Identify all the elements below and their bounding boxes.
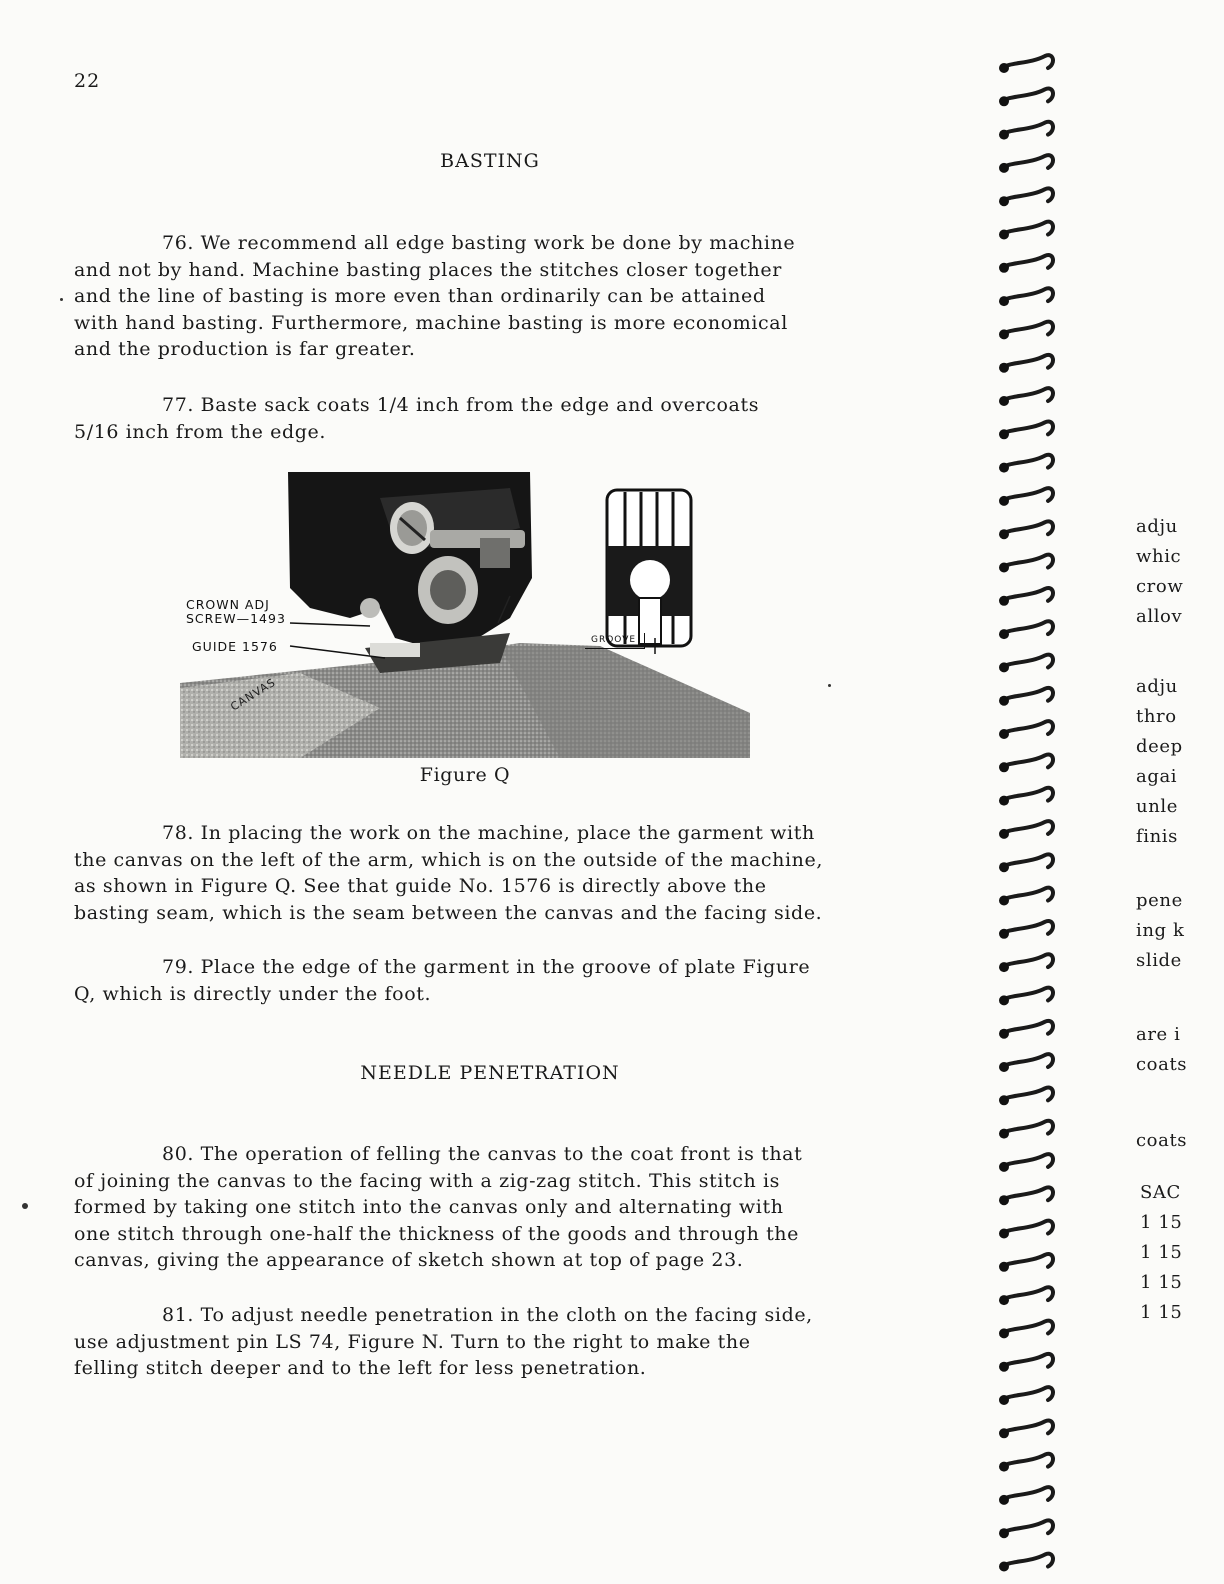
binding-coil	[999, 455, 1053, 473]
scan-speck	[22, 1203, 28, 1209]
binding-coil	[999, 1054, 1053, 1072]
binding-coil	[999, 788, 1053, 806]
label-groove	[585, 633, 645, 649]
facing-page-group-6	[1140, 1178, 1224, 1328]
binding-coil	[999, 688, 1053, 706]
binding-coil	[999, 1121, 1053, 1139]
binding-coil	[999, 854, 1053, 872]
facing-line: 1 15	[1140, 1212, 1183, 1233]
binding-coil	[999, 1154, 1053, 1172]
facing-line: agai	[1136, 766, 1178, 787]
paragraph-79	[74, 954, 934, 1007]
facing-line: allov	[1136, 606, 1183, 627]
binding-coil	[999, 655, 1053, 673]
binding-coil	[999, 588, 1053, 606]
facing-page-group-5	[1136, 1126, 1224, 1156]
facing-line: ing k	[1136, 920, 1185, 941]
label-canvas: CANVAS	[228, 675, 279, 714]
facing-line: adju	[1136, 676, 1178, 697]
binding-coil	[999, 555, 1053, 573]
text-line: and the production is far greater.	[74, 338, 416, 361]
facing-line: pene	[1136, 890, 1183, 911]
binding-coil	[999, 1520, 1053, 1538]
binding-coil	[999, 188, 1053, 206]
facing-page-group-4	[1136, 1020, 1224, 1080]
scan-speck	[60, 298, 63, 301]
facing-line: coats	[1136, 1054, 1188, 1075]
facing-line: whic	[1136, 546, 1182, 567]
binding-coil	[999, 621, 1053, 639]
binding-coil	[999, 88, 1053, 106]
paragraph-78	[74, 820, 934, 926]
binding-coil	[999, 1420, 1053, 1438]
text-line: and not by hand. Machine basting places the stitches closer together	[74, 258, 782, 281]
facing-line: coats	[1136, 1130, 1188, 1151]
label-line: SCREW—1493	[186, 611, 286, 626]
facing-line: thro	[1136, 706, 1177, 727]
binding-coil	[999, 322, 1053, 340]
text-line: the canvas on the left of the arm, which is on the outside of the machine,	[74, 848, 823, 871]
facing-page-group-3	[1136, 886, 1224, 976]
text-line: 81. To adjust needle penetration in the cloth on the facing side,	[162, 1304, 813, 1326]
binding-coil	[999, 1487, 1053, 1505]
binding-coil	[999, 1087, 1053, 1105]
text-line: 78. In placing the work on the machine, place the garment with	[162, 822, 815, 844]
figure-q-illustration	[180, 468, 750, 758]
text-line: 79. Place the edge of the garment in the groove of plate Figure	[162, 956, 811, 978]
paragraph-76	[74, 230, 934, 363]
binding-coil	[999, 355, 1053, 373]
section-heading-basting: BASTING	[440, 150, 540, 172]
scan-speck	[828, 684, 831, 687]
label-crown-adj-screw	[186, 598, 286, 626]
text-line: as shown in Figure Q. See that guide No. 1576 is directly above the	[74, 875, 767, 898]
binding-coil	[999, 1021, 1053, 1039]
binding-coil	[999, 954, 1053, 972]
facing-line: 1 15	[1140, 1242, 1183, 1263]
binding-coil	[999, 388, 1053, 406]
page-number: 22	[74, 70, 101, 92]
facing-page-group-1	[1136, 512, 1224, 632]
facing-line: are i	[1136, 1024, 1181, 1045]
binding-coil	[999, 1287, 1053, 1305]
binding-coil	[999, 1554, 1053, 1572]
binding-coil	[999, 421, 1053, 439]
label-line: CROWN ADJ	[186, 597, 270, 612]
text-line: 80. The operation of felling the canvas to the coat front is that	[162, 1143, 803, 1165]
binding-coil	[999, 1187, 1053, 1205]
facing-page-group-2	[1136, 672, 1224, 852]
text-line: felling stitch deeper and to the left for less penetration.	[74, 1357, 647, 1380]
binding-coil	[999, 1354, 1053, 1372]
text-line: of joining the canvas to the facing with a zig-zag stitch. This stitch is	[74, 1169, 780, 1192]
binding-coil	[999, 888, 1053, 906]
text-line: formed by taking one stitch into the canvas only and alternating with	[74, 1196, 784, 1219]
facing-line: unle	[1136, 796, 1178, 817]
binding-coil	[999, 1254, 1053, 1272]
binding-coil	[999, 122, 1053, 140]
binding-coil	[999, 1321, 1053, 1339]
text-line: 77. Baste sack coats 1/4 inch from the edge and overcoats	[162, 394, 760, 416]
spiral-binding	[990, 20, 1070, 1580]
facing-line: 1 15	[1140, 1272, 1183, 1293]
section-heading-needle-penetration: NEEDLE PENETRATION	[360, 1062, 620, 1084]
binding-coil	[999, 1387, 1053, 1405]
text-line: one stitch through one-half the thickness of the goods and through the	[74, 1222, 799, 1245]
text-line: 76. We recommend all edge basting work be done by machine	[162, 232, 796, 254]
binding-coil	[999, 255, 1053, 273]
binding-coil	[999, 721, 1053, 739]
paragraph-77	[74, 392, 934, 445]
binding-coil	[999, 988, 1053, 1006]
text-line: with hand basting. Furthermore, machine basting is more economical	[74, 311, 788, 334]
binding-coil	[999, 521, 1053, 539]
binding-coil	[999, 1454, 1053, 1472]
binding-coil	[999, 1221, 1053, 1239]
facing-line: adju	[1136, 516, 1178, 537]
binding-coil	[999, 55, 1053, 73]
facing-line: finis	[1136, 826, 1179, 847]
binding-coil	[999, 155, 1053, 173]
text-line: basting seam, which is the seam between the canvas and the facing side.	[74, 901, 823, 924]
text-line: and the line of basting is more even than ordinarily can be attained	[74, 285, 766, 308]
text-line: 5/16 inch from the edge.	[74, 420, 326, 443]
facing-line: 1 15	[1140, 1302, 1183, 1323]
label-guide: GUIDE 1576	[192, 639, 278, 654]
binding-coil	[999, 222, 1053, 240]
binding-coil	[999, 288, 1053, 306]
facing-line: deep	[1136, 736, 1183, 757]
paragraph-81	[74, 1302, 934, 1382]
facing-line: crow	[1136, 576, 1184, 597]
binding-coil	[999, 821, 1053, 839]
paragraph-80	[74, 1141, 934, 1274]
binding-coil	[999, 921, 1053, 939]
label-line: GROOVE	[591, 635, 637, 645]
figure-caption: Figure Q	[419, 764, 511, 786]
binding-coil	[999, 488, 1053, 506]
text-line: canvas, giving the appearance of sketch shown at top of page 23.	[74, 1249, 744, 1272]
text-line: Q, which is directly under the foot.	[74, 982, 432, 1005]
facing-line: slide	[1136, 950, 1182, 971]
text-line: use adjustment pin LS 74, Figure N. Turn to the right to make the	[74, 1330, 751, 1353]
facing-line: SAC	[1140, 1182, 1181, 1203]
binding-coil	[999, 754, 1053, 772]
